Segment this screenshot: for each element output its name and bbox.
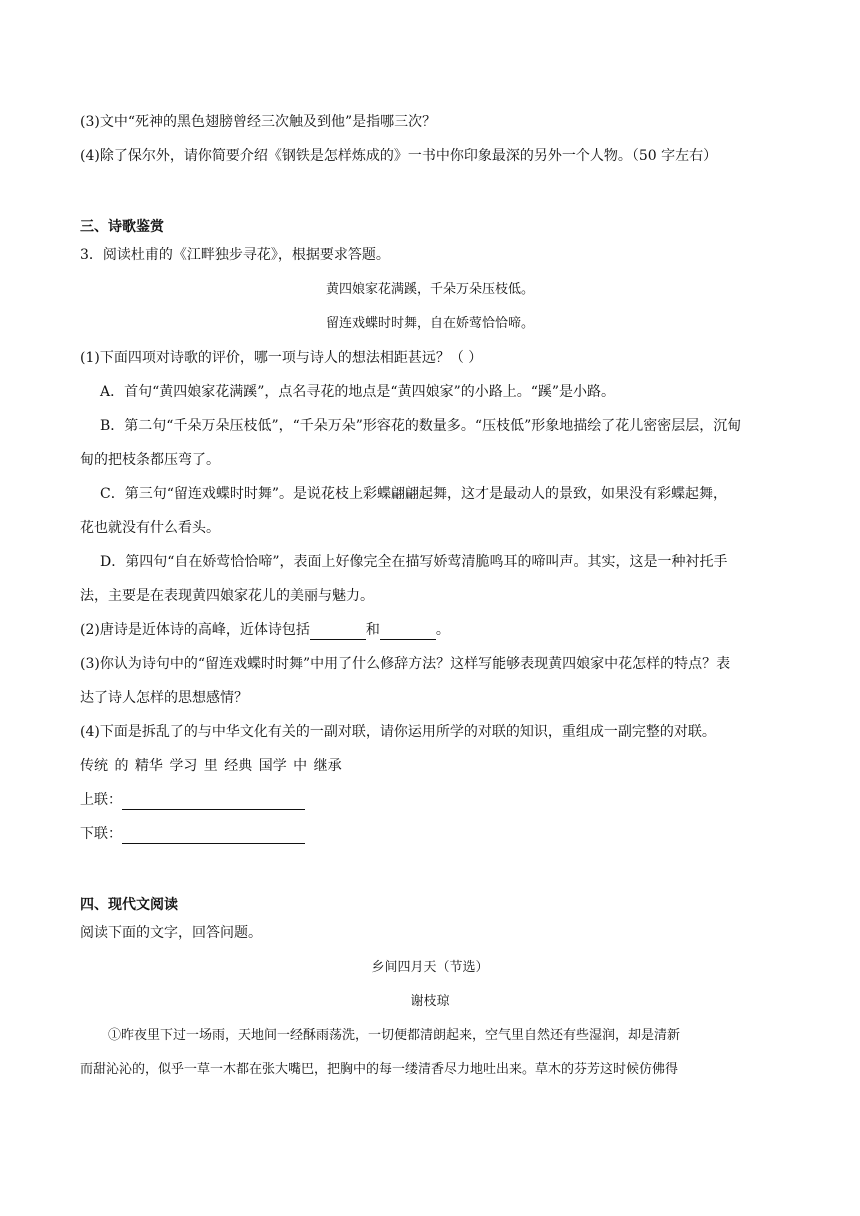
question-3-sub-3: (3)文中“死神的黑色翅膀曾经三次触及到他”是指哪三次？ bbox=[80, 114, 437, 130]
answer-blank-2[interactable] bbox=[380, 625, 436, 640]
question-2-and: 和 bbox=[365, 622, 380, 638]
lower-couplet-blank[interactable] bbox=[122, 829, 305, 844]
question-3-line-1: (3)你认为诗句中的“留连戏蝶时时舞”中用了什么修辞方法？这样写能够表现黄四娘家中花怎样的特点？表 bbox=[80, 656, 731, 672]
lower-couplet-row bbox=[80, 824, 305, 844]
option-c-line-2: 花也就没有什么看头。 bbox=[80, 520, 220, 536]
question-4: (4)下面是拆乱了的与中华文化有关的一副对联，请你运用所学的对联的知识，重组成一副完整的对联。 bbox=[80, 724, 716, 740]
poem-line-2: 留连戏蝶时时舞，自在娇莺恰恰啼。 bbox=[325, 316, 534, 331]
lower-couplet-label: 下联： bbox=[80, 826, 122, 842]
question-3-line-2: 达了诗人怎样的思想感情？ bbox=[80, 690, 248, 706]
article-author: 谢枝琼 bbox=[410, 994, 450, 1009]
section-3-title: 三、诗歌鉴赏 bbox=[80, 219, 164, 235]
question-1: (1)下面四项对诗歌的评价，哪一项与诗人的想法相距甚远？（ ） bbox=[80, 350, 483, 366]
reading-intro: 阅读下面的文字，回答问题。 bbox=[80, 925, 262, 941]
option-b-line-1: B．第二句“千朵万朵压枝低”，“千朵万朵”形容花的数量多。“压枝低”形象地描绘了花儿密密层层，沉甸 bbox=[100, 418, 742, 434]
article-title: 乡间四月天（节选） bbox=[371, 960, 489, 975]
option-d-line-1: D．第四句“自在娇莺恰恰啼”，表面上好像完全在描写娇莺清脆鸣耳的啼叫声。其实，这是一种衬托手 bbox=[100, 554, 728, 570]
question-3-sub-4: (4)除了保尔外，请你简要介绍《钢铁是怎样炼成的》一书中你印象最深的另外一个人物。（50 字左右） bbox=[80, 148, 718, 164]
question-2 bbox=[80, 620, 450, 640]
option-d-line-2: 法，主要是在表现黄四娘家花儿的美丽与魅力。 bbox=[80, 588, 374, 604]
section-4-title: 四、现代文阅读 bbox=[80, 897, 178, 913]
poem-line-1: 黄四娘家花满蹊，千朵万朵压枝低。 bbox=[325, 282, 534, 297]
upper-couplet-blank[interactable] bbox=[122, 795, 305, 810]
paragraph-1-line-2: 而甜沁沁的，似乎一草一木都在张大嘴巴，把胸中的每一缕清香尽力地吐出来。草木的芬芳这时候仿佛得 bbox=[80, 1062, 679, 1077]
option-a: A．首句“黄四娘家花满蹊”，点名寻花的地点是“黄四娘家”的小路上。“蹊”是小路。 bbox=[100, 384, 616, 400]
upper-couplet-label: 上联： bbox=[80, 792, 122, 808]
paragraph-1-line-1: ①昨夜里下过一场雨，天地间一经酥雨荡洗，一切便都清朗起来，空气里自然还有些湿润，却是清新 bbox=[108, 1028, 681, 1043]
poem-intro: 3．阅读杜甫的《江畔独步寻花》，根据要求答题。 bbox=[80, 247, 390, 263]
answer-blank-1[interactable] bbox=[310, 625, 366, 640]
upper-couplet-row bbox=[80, 790, 305, 810]
question-2-end: 。 bbox=[435, 622, 450, 638]
scrambled-words: 传统 的 精华 学习 里 经典 国学 中 继承 bbox=[80, 758, 342, 774]
question-2-text: (2)唐诗是近体诗的高峰，近体诗包括 bbox=[80, 622, 310, 638]
option-c-line-1: C．第三句“留连戏蝶时时舞”。是说花枝上彩蝶翩翩起舞，这才是最动人的景致，如果没有彩蝶起舞， bbox=[100, 486, 728, 502]
option-b-line-2: 甸的把枝条都压弯了。 bbox=[80, 452, 220, 468]
